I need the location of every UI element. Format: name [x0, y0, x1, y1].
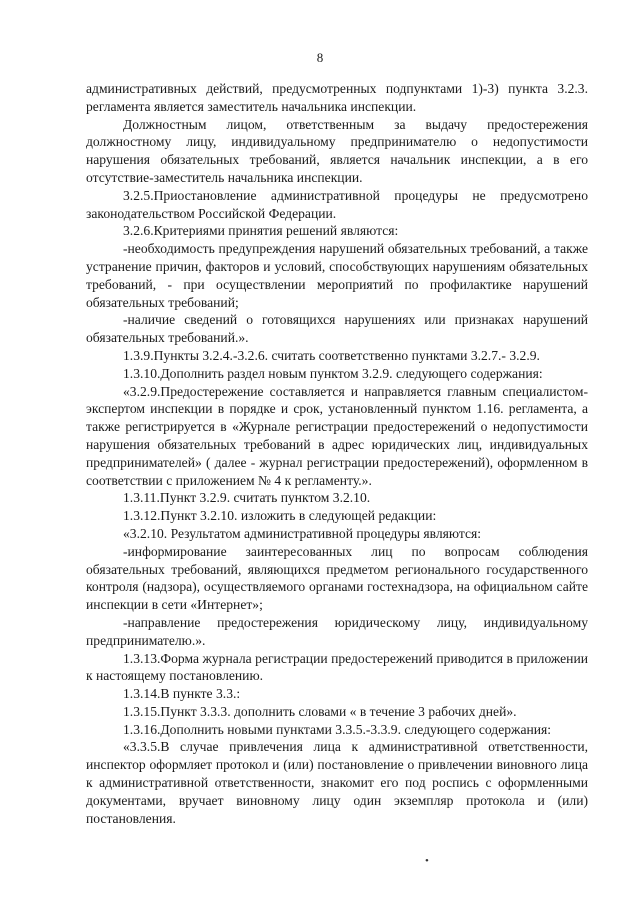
document-body: [86, 80, 588, 827]
paragraph-3-3-5: «3.3.5.В случае привлечения лица к административной ответственности, инспектор оформляет протокол и (или) постановление о привлечении виновного лица к административной ответственности, знакомит его под роспись с оформленными документами, вручает виновному лицу один экземпляр протокола и (или) постановления.: [86, 739, 588, 826]
paragraph-result-2: -направление предостережения юридическому лицу, индивидуальному предпринимателю.».: [86, 614, 588, 648]
paragraph-responsible-person: Должностным лицом, ответственным за выдачу предостережения должностному лицу, индивидуальному предпринимателю о недопустимости нарушения обязательных требований, является начальник инспекции, а в его отсутствие-заместитель начальника инспекции.: [86, 116, 588, 185]
paragraph-3-2-10: «3.2.10. Результатом административной процедуры являются:: [123, 525, 482, 541]
paragraph-1-3-13: 1.3.13.Форма журнала регистрации предостережений приводится в приложении к настоящему постановлению.: [86, 650, 588, 684]
paragraph-1-3-9: 1.3.9.Пункты 3.2.4.-3.2.6. считать соответственно пунктами 3.2.7.- 3.2.9.: [123, 347, 540, 363]
paragraph-1-3-12: 1.3.12.Пункт 3.2.10. изложить в следующей редакции:: [123, 508, 437, 524]
paragraph-criteria-2: -наличие сведений о готовящихся нарушениях или признаках нарушений обязательных требований.».: [86, 312, 588, 346]
paragraph-3-2-9: «3.2.9.Предостережение составляется и направляется главным специалистом-экспертом инспекции в порядке и срок, установленный пунктом 1.16. регламента, а также регистрируется в «Журнале регистрации предостережений о недопустимости нарушения обязательных требований в адрес юридических лиц, индивидуальных предпринимателей» ( далее - журнал регистрации предостережений), оформленном в соответствии с приложением № 4 к регламенту.».: [86, 383, 588, 488]
paragraph-criteria-1: -необходимость предупреждения нарушений обязательных требований, а также устранение причин, факторов и условий, способствующих нарушениям обязательных требований, - при осуществлении мероприятий по профилактике нарушений обязательных требований;: [86, 241, 588, 310]
paragraph-1-3-16: 1.3.16.Дополнить новыми пунктами 3.3.5.-3.3.9. следующего содержания:: [123, 721, 552, 737]
paragraph-3-2-6: 3.2.6.Критериями принятия решений являются:: [123, 223, 399, 239]
paragraph-result-1: -информирование заинтересованных лиц по вопросам соблюдения обязательных требований, являющихся предметом регионального государственного контроля (надзора), осуществляемого органами гостехнадзора, на официальном сайте инспекции в сети «Интернет»;: [86, 543, 588, 613]
paragraph-1-3-14: 1.3.14.В пункте 3.3.:: [123, 686, 241, 702]
paragraph-continuation: административных действий, предусмотренных подпунктами 1)-3) пункта 3.2.3. регламента является заместитель начальника инспекции.: [86, 81, 588, 114]
page-number: 8: [316, 50, 324, 65]
scan-speck-mark: •: [425, 855, 429, 867]
paragraph-1-3-11: 1.3.11.Пункт 3.2.9. считать пунктом 3.2.10.: [123, 490, 371, 506]
paragraph-1-3-15: 1.3.15.Пункт 3.3.3. дополнить словами « в течение 3 рабочих дней».: [123, 703, 517, 719]
paragraph-1-3-10: 1.3.10.Дополнить раздел новым пунктом 3.2.9. следующего содержания:: [123, 365, 543, 381]
paragraph-3-2-5: 3.2.5.Приостановление административной процедуры не предусмотрено законодательством Российской Федерации.: [86, 187, 588, 221]
